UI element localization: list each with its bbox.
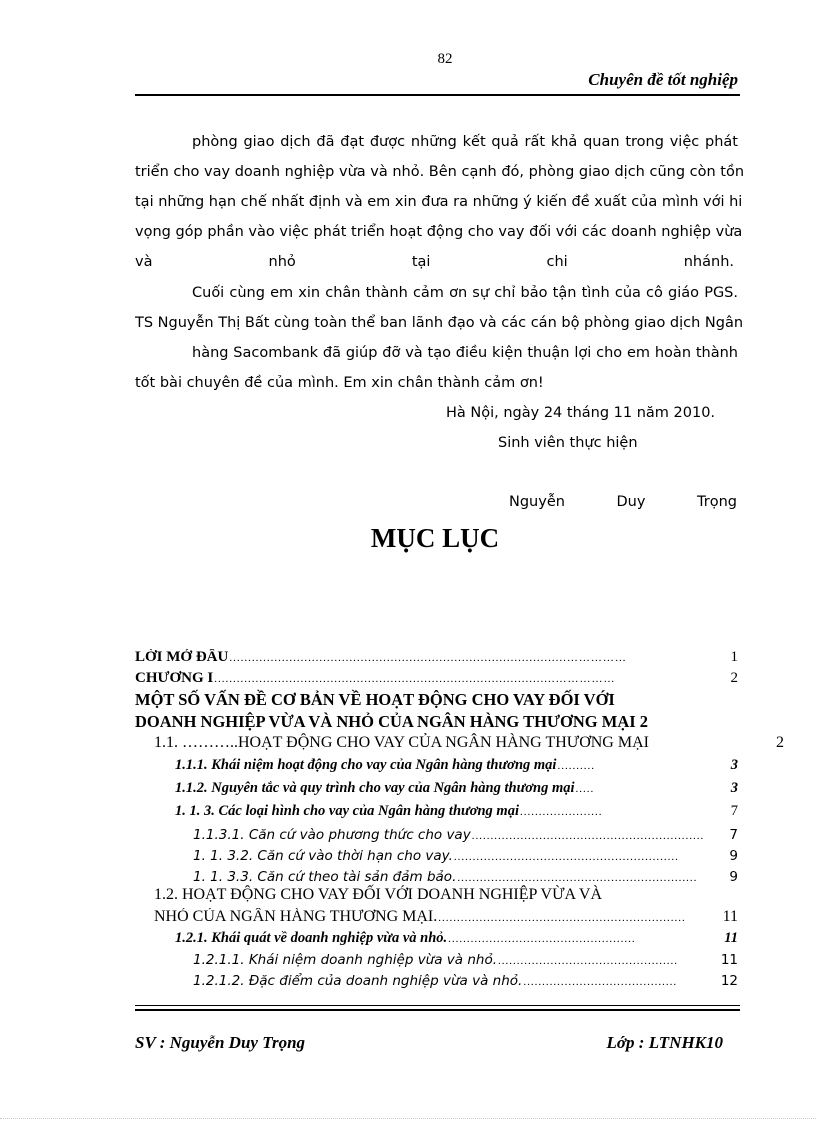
toc-page: 2 [639, 712, 648, 731]
paragraph-line: Cuối cùng em xin chân thành cảm ơn sự chỉ bảo tận tình của cô giáo PGS. [192, 285, 738, 301]
toc-entry-text: 1. 1. 3.3. Căn cứ theo tài sản đảm bảo. [193, 869, 457, 885]
toc-entry [193, 869, 738, 885]
paragraph-line-spread [135, 254, 734, 270]
toc-page: 12 [720, 973, 738, 989]
toc-entry [135, 712, 738, 732]
toc-page: 9 [729, 869, 738, 885]
toc-page: 11 [724, 930, 738, 946]
word: tại [411, 254, 431, 270]
toc-entry-text: 1.1.1. Khái niệm hoạt động cho vay của Ngân hàng thương mại [175, 757, 557, 773]
footer-rule [135, 1005, 740, 1006]
toc-page: 2 [730, 670, 738, 686]
name-part: Duy [616, 494, 646, 510]
toc-title: MỤC LỤC [370, 523, 500, 553]
name-part: Nguyễn [509, 494, 565, 510]
toc-leader: .......... [557, 760, 595, 772]
paragraph-line: triển cho vay doanh nghiệp vừa và nhỏ. Bên cạnh đó, phòng giao dịch cũng còn tồn [135, 164, 745, 180]
paragraph-line: hàng Sacombank đã giúp đỡ và tạo điều kiện thuận lợi cho em hoàn thành [192, 345, 738, 361]
toc-entry [135, 649, 738, 666]
toc-entry [193, 848, 738, 864]
toc-entry [193, 952, 738, 968]
word: nhỏ [268, 254, 296, 270]
footer-rule [135, 1009, 740, 1011]
header-title: Chuyên đề tốt nghiệp [588, 70, 738, 89]
toc-leader: .................................................................. [438, 912, 686, 924]
toc-entry [135, 670, 738, 687]
toc-entry: MỘT SỐ VẤN ĐỀ CƠ BẢN VỀ HOẠT ĐỘNG CHO VAY ĐỐI VỚI [135, 690, 615, 709]
toc-entry-text: DOANH NGHIỆP VỪA VÀ NHỎ CỦA NGÂN HÀNG THƯƠNG MẠI [135, 712, 636, 731]
toc-entry [193, 827, 738, 843]
toc-page: 9 [729, 848, 738, 864]
toc-entry-text: 1.2.1.2. Đặc điểm của doanh nghiệp vừa và nhỏ. [193, 973, 523, 989]
toc-leader: ................................................................ [457, 872, 698, 884]
toc-leader: .................................................. [448, 933, 636, 945]
paragraph-line: vọng góp phần vào việc phát triển hoạt động cho vay đối với các doanh nghiệp vừa [135, 224, 743, 240]
toc-entry [154, 908, 738, 926]
toc-entry [175, 803, 738, 820]
toc-leader: .............................................................. [471, 830, 705, 842]
toc-page: 1 [730, 649, 738, 665]
toc-entry [175, 757, 738, 774]
toc-page: 7 [729, 827, 738, 843]
name-part: Trọng [697, 494, 737, 510]
paragraph-line: phòng giao dịch đã đạt được những kết quả rất khả quan trong việc phát [192, 134, 738, 150]
page-edge-divider [0, 1118, 816, 1119]
toc-entry [193, 973, 738, 989]
header-rule [135, 94, 740, 96]
paragraph-line: tại những hạn chế nhất định và em xin đưa ra những ý kiến đề xuất của mình với hi [135, 194, 743, 210]
toc-leader: ............................................................ [453, 851, 679, 863]
toc-leader: ...................... [519, 806, 603, 818]
toc-entry [175, 780, 738, 797]
word: chi [546, 254, 568, 270]
toc-entry-text: 1. 1. 3. Các loại hình cho vay của Ngân hàng thương mại [175, 803, 519, 819]
word: nhánh. [683, 254, 734, 270]
toc-entry-text: 1.1. ………..HOẠT ĐỘNG CHO VAY CỦA NGÂN HÀNG THƯƠNG MẠI [154, 734, 649, 751]
toc-entry-text: 1.1.3.1. Căn cứ vào phương thức cho vay [193, 827, 471, 843]
date-line: Hà Nội, ngày 24 tháng 11 năm 2010. [446, 405, 716, 421]
toc-entry-text: 1.2.1.1. Khái niệm doanh nghiệp vừa và nhỏ. [193, 952, 498, 968]
toc-entry-text: 1.1.2. Nguyên tắc và quy trình cho vay của Ngân hàng thương mại [175, 780, 575, 796]
signer-name [509, 494, 737, 510]
toc-page: 2 [776, 734, 784, 751]
signer-role: Sinh viên thực hiện [498, 435, 638, 451]
toc-entry-text: 1. 1. 3.2. Căn cứ vào thời hạn cho vay. [193, 848, 453, 864]
toc-page: 11 [722, 908, 738, 925]
toc-leader: ......................................... [523, 976, 678, 988]
toc-page: 3 [730, 780, 738, 796]
toc-leader: ................................................ [498, 955, 679, 967]
toc-entry-text: LỜI MỞ ĐẦU [135, 649, 229, 665]
toc-leader: ...........................................................................................…………… [214, 673, 616, 685]
toc-leader: ..... [575, 783, 595, 795]
paragraph-line: TS Nguyễn Thị Bất cùng toàn thể ban lãnh đạo và các cán bộ phòng giao dịch Ngân [135, 315, 744, 331]
toc-entry-text: 1.2.1. Khái quát về doanh nghiệp vừa và nhỏ. [175, 930, 448, 946]
page-number: 82 [437, 51, 453, 67]
footer-class: Lớp : LTNHK10 [606, 1033, 723, 1052]
footer-author: SV : Nguyễn Duy Trọng [135, 1033, 306, 1052]
word: và [135, 254, 153, 270]
paragraph-line: tốt bài chuyên đề của mình. Em xin chân thành cảm ơn! [135, 375, 544, 391]
toc-page: 11 [720, 952, 738, 968]
toc-page: 7 [730, 803, 738, 819]
toc-entry [175, 930, 738, 947]
toc-entry-text: CHƯƠNG I [135, 670, 214, 686]
toc-entry-text: NHỎ CỦA NGÂN HÀNG THƯƠNG MẠI. [154, 908, 438, 925]
toc-entry: 1.2. HOẠT ĐỘNG CHO VAY ĐỐI VỚI DOANH NGHIỆP VỪA VÀ [154, 886, 602, 903]
toc-page: 3 [730, 757, 738, 773]
toc-leader: ..........................................................................................…………… [229, 652, 627, 664]
